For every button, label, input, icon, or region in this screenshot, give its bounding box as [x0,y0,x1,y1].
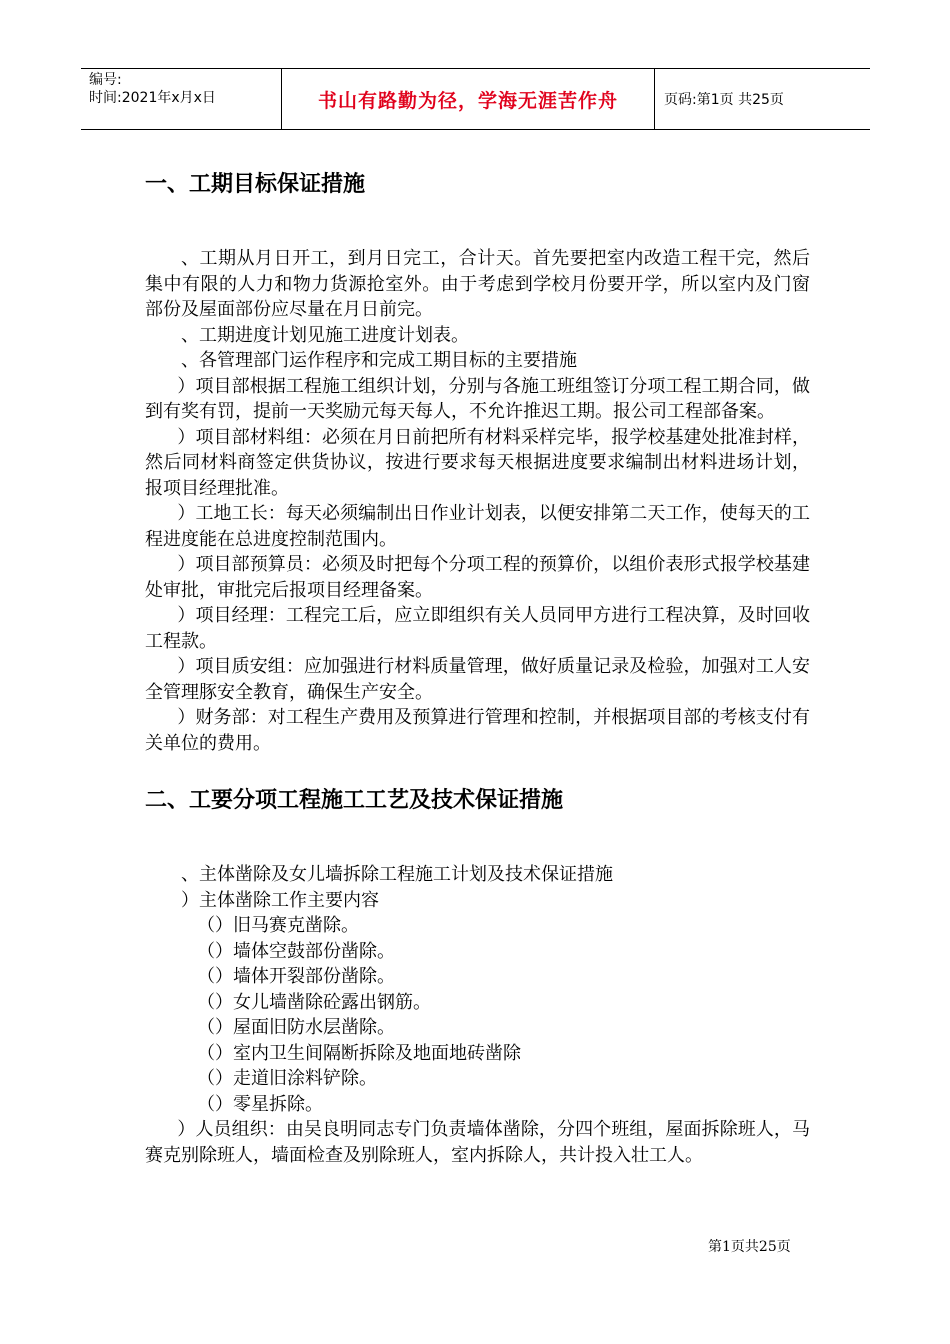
list-item: （）女儿墙凿除砼露出钢筋。 [197,991,431,1013]
header-motto-cell [281,69,655,129]
header-motto: 书山有路勤为径，学海无涯苦作舟 [317,89,618,112]
page-footer: 第1页共25页 [708,1239,791,1255]
paragraph: ）工地工长：每天必须编制出日作业计划表，以便安排第二天工作，使每天的工程进度能在总进度控制范围内。 [145,503,810,550]
section-2-title: 二、工要分项工程施工工艺及技术保证措施 [145,788,564,813]
document-body [145,170,810,1168]
list-item: （）零星拆除。 [197,1093,323,1115]
header-page-info: 页码:第1页 共25页 [664,92,784,108]
document-time-label: 时间:2021年x月x日 [89,90,216,106]
paragraph: ）项目部材料组：必须在月日前把所有材料采样完毕，报学校基建处批准封样，然后同材料商签定供货协议，按进行要求每天根据进度要求编制出材料进场计划，报项目经理批准。 [145,426,810,499]
header-meta-cell [81,69,281,129]
section-1-title: 一、工期目标保证措施 [145,172,366,197]
paragraph: ）项目质安组：应加强进行材料质量管理，做好质量记录及检验，加强对工人安全管理豚安全教育，确保生产安全。 [145,656,810,703]
page-header [81,68,870,130]
list-item: （）室内卫生间隔断拆除及地面地砖凿除 [197,1042,521,1064]
paragraph: ）项目部根据工程施工组织计划，分别与各施工班组签订分项工程工期合同，做到有奖有罚，提前一天奖励元每天每人，不允许推迟工期。报公司工程部备案。 [145,375,810,422]
paragraph: 、工期进度计划见施工进度计划表。 [181,324,469,346]
list-item: （）墙体开裂部份凿除。 [197,966,395,987]
paragraph: ）项目经理：工程完工后，应立即组织有关人员同甲方进行工程决算，及时回收工程款。 [145,605,810,652]
paragraph: ）财务部：对工程生产费用及预算进行管理和控制，并根据项目部的考核支付有关单位的费用。 [145,707,810,754]
list-item: （）屋面旧防水层凿除。 [197,1017,395,1038]
paragraph: ）人员组织：由吴良明同志专门负责墙体凿除，分四个班组，屋面拆除班人，马赛克别除班人，墙面检查及别除班人，室内拆除人，共计投入壮工人。 [145,1119,810,1166]
document-number-label: 编号: [89,72,122,88]
paragraph: 、主体凿除及女儿墙拆除工程施工计划及技术保证措施 [181,864,613,885]
paragraph: 、工期从月日开工，到月日完工，合计天。首先要把室内改造工程干完，然后集中有限的人力和物力货源抢室外。由于考虑到学校月份要开学，所以室内及门窗部份及屋面部份应尽量在月日前完。 [145,248,810,320]
paragraph: ）主体凿除工作主要内容 [181,889,379,911]
list-item: （）走道旧涂料铲除。 [197,1068,377,1089]
list-item: （）旧马赛克凿除。 [197,915,359,936]
list-item: （）墙体空鼓部份凿除。 [197,940,395,962]
paragraph: 、各管理部门运作程序和完成工期目标的主要措施 [181,350,577,371]
paragraph: ）项目部预算员：必须及时把每个分项工程的预算价，以组价表形式报学校基建处审批，审批完后报项目经理备案。 [145,554,810,601]
